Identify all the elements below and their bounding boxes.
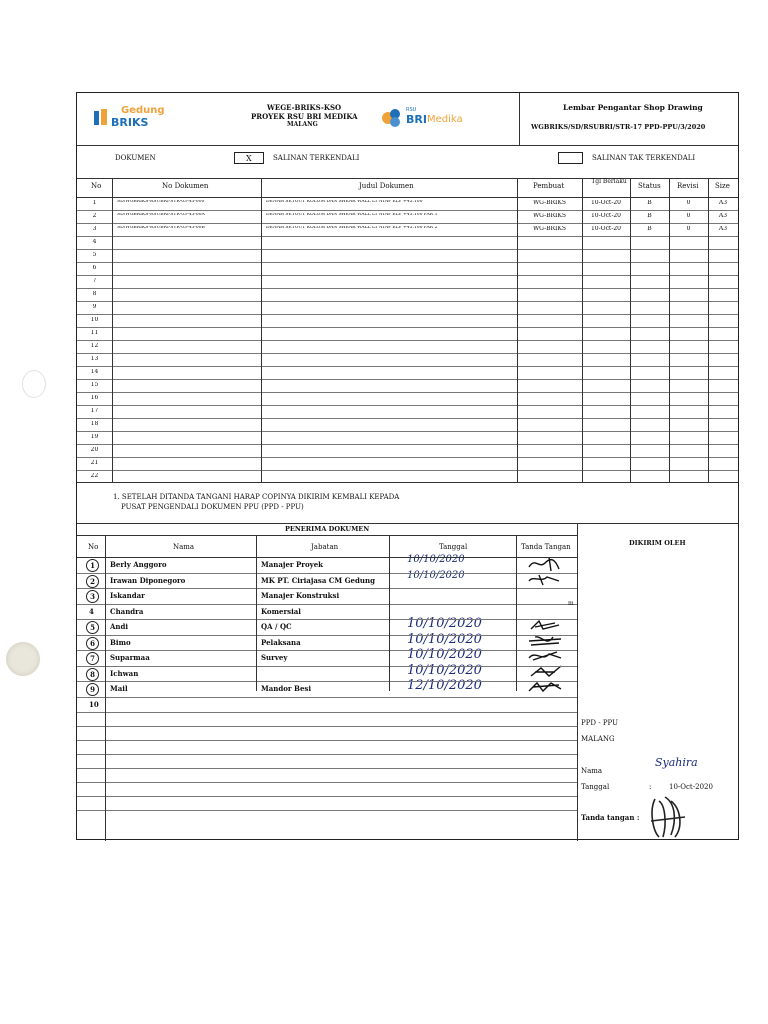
doc-cell-no: 16 xyxy=(90,395,99,401)
doc-cell-status: B xyxy=(647,213,652,219)
doc-cell-no: 6 xyxy=(92,265,97,271)
doc-cell-size: A3 xyxy=(718,200,728,206)
recipient-position: Mandor Besi xyxy=(261,684,312,693)
recipient-position: Survey xyxy=(261,653,288,662)
recipient-no: 9 xyxy=(86,683,99,696)
sender-tanggal-label: Tanggal xyxy=(581,783,610,791)
recipient-row xyxy=(77,662,577,682)
punch-hole-bottom xyxy=(6,642,40,676)
recipient-position: Manajer Konstruksi xyxy=(261,591,340,600)
recipient-no: 7 xyxy=(86,652,99,665)
company-name: WEGE-BRIKS-KSO xyxy=(267,103,342,112)
logo-rsu-text: RSU xyxy=(406,107,417,113)
sender-tanggal-colon: : xyxy=(649,783,652,791)
doc-cell-size: A3 xyxy=(718,213,728,219)
col-date: Tgl Berlaku xyxy=(591,178,627,185)
note-line-1: 1. SETELAH DITANDA TANGANI HARAP COPINYA DIKIRIM KEMBALI KEPADA xyxy=(113,493,400,501)
recipient-no: 6 xyxy=(86,637,99,650)
recipient-row xyxy=(77,588,577,604)
recipient-no: 3 xyxy=(86,590,99,603)
recipient-position: MK PT. Ciriajasa CM Gedung xyxy=(261,575,375,585)
doc-cell-no: 21 xyxy=(90,460,99,466)
recipient-date: 10/10/2020 xyxy=(407,569,465,581)
recipient-row xyxy=(77,569,577,589)
recipient-row xyxy=(77,604,577,620)
sender-signature xyxy=(645,791,693,841)
recipient-row xyxy=(77,647,577,666)
doc-table-row xyxy=(77,379,738,392)
note-line-2: PUSAT PENGENDALI DOKUMEN PPU (PPD - PPU) xyxy=(121,503,304,511)
doc-cell-no: 15 xyxy=(90,382,99,388)
doc-cell-no: 2 xyxy=(92,213,97,219)
recipient-date: 10/10/2020 xyxy=(407,662,482,678)
doc-cell-status: B xyxy=(647,200,652,206)
sender-org-1: PPD - PPU xyxy=(581,719,619,727)
rcol-tanggal: Tanggal xyxy=(439,543,468,551)
doc-cell-no: 17 xyxy=(90,408,99,414)
doc-table-row xyxy=(77,366,738,379)
bri-medika-emblem-icon xyxy=(381,107,403,129)
recipient-name: Mail xyxy=(110,684,128,693)
doc-cell-doc-no: SD/WGBRIKS-RSUBRI-STR-03-45-000 xyxy=(117,200,205,204)
doc-table-row xyxy=(77,340,738,353)
logo-bri-text: BRI xyxy=(406,113,427,126)
recipient-row xyxy=(77,697,577,713)
recipient-no: 4 xyxy=(89,606,94,616)
recipients-header xyxy=(77,535,577,557)
recipient-name: Irawan Diponegoro xyxy=(110,575,186,585)
bri-medika-logo xyxy=(381,107,491,131)
doc-type-label: DOKUMEN xyxy=(115,154,156,162)
recipient-row xyxy=(77,616,577,635)
doc-table-row xyxy=(77,314,738,327)
col-title: Judul Dokumen xyxy=(359,182,414,190)
recipient-name: Ichwan xyxy=(110,668,139,678)
recipient-name: Berly Anggoro xyxy=(110,560,167,569)
recipient-no: 8 xyxy=(86,668,99,681)
rcol-jabatan: Jabatan xyxy=(311,543,339,551)
recipient-date: 10/10/2020 xyxy=(407,647,482,662)
doc-table-row xyxy=(77,327,738,340)
rcol-nama: Nama xyxy=(173,543,195,551)
col-revisi: Revisi xyxy=(677,182,699,190)
rcol-ttd: Tanda Tangan xyxy=(521,543,571,551)
controlled-copy-checkbox[interactable] xyxy=(234,152,264,164)
doc-cell-doc-no: SD/WGBRIKS-RSUBRI-STR-03-45-00A xyxy=(117,213,205,217)
punch-hole-top xyxy=(22,370,46,398)
doc-cell-no: 4 xyxy=(92,239,97,245)
doc-cell-no: 18 xyxy=(90,421,99,427)
col-size: Size xyxy=(715,182,730,190)
project-city: MALANG xyxy=(287,121,318,128)
doc-cell-title: DENAH SETOUT KOLOM DAN SHEAR WALL LT ATAP ELV +45.100 PAR 1 xyxy=(266,213,438,217)
recipient-row xyxy=(77,678,577,697)
form-number: WGBRIKS/SD/RSUBRI/STR-17 PPD-PPU/3/2020 xyxy=(531,123,706,131)
rcol-no: No xyxy=(88,543,99,551)
recipient-name: Suparmaa xyxy=(110,653,150,662)
recipient-position: Pelaksana xyxy=(261,637,301,647)
doc-cell-no: 1 xyxy=(92,200,97,206)
sender-nama-label: Nama xyxy=(581,767,603,775)
doc-cell-date: 10-Oct-20 xyxy=(590,226,621,232)
doc-cell-no: 12 xyxy=(90,343,99,349)
doc-table-row xyxy=(77,288,738,301)
shop-drawing-form xyxy=(76,92,739,840)
col-status: Status xyxy=(638,182,661,190)
recipient-row xyxy=(77,554,577,573)
doc-cell-status: B xyxy=(647,226,652,232)
project-name: PROYEK RSU BRI MEDIKA xyxy=(251,112,358,121)
uncontrolled-copy-checkbox[interactable] xyxy=(558,152,583,164)
sender-title: DIKIRIM OLEH xyxy=(629,539,686,547)
doc-cell-no: 22 xyxy=(90,473,99,479)
doc-cell-no: 13 xyxy=(90,356,99,362)
col-maker: Pembuat xyxy=(533,182,565,190)
doc-table-row xyxy=(77,275,738,288)
doc-table-row xyxy=(77,262,738,275)
recipient-name: Bimo xyxy=(110,637,131,647)
doc-cell-date: 10-Oct-20 xyxy=(590,200,621,206)
doc-cell-title: DENAH SETOUT KOLOM DAN SHEAR WALL LT ATAP ELV +45.100 xyxy=(266,200,423,204)
doc-cell-no: 11 xyxy=(90,330,99,336)
recipient-name: Andi xyxy=(110,622,129,631)
doc-cell-doc-no: SD/WGBRIKS-RSUBRI-STR-03-45-00B xyxy=(117,226,205,230)
recipient-position: QA / QC xyxy=(261,622,292,631)
controlled-copy-label: SALINAN TERKENDALI xyxy=(273,154,360,162)
doc-table-row xyxy=(77,353,738,366)
doc-cell-no: 19 xyxy=(90,434,99,440)
doc-table-row xyxy=(77,444,738,457)
recipient-row xyxy=(77,631,577,651)
doc-cell-size: A3 xyxy=(718,226,728,232)
doc-cell-title: DENAH SETOUT KOLOM DAN SHEAR WALL LT ATAP ELV +45.100 PAR 2 xyxy=(266,226,438,230)
doc-cell-maker: WG-BRIKS xyxy=(533,226,566,232)
controlled-copy-mark: X xyxy=(246,154,252,163)
doc-table-row xyxy=(77,405,738,418)
briks-logo xyxy=(93,105,183,131)
doc-table-row xyxy=(77,392,738,405)
doc-table-row xyxy=(77,236,738,249)
recipient-name: Chandra xyxy=(110,606,144,616)
doc-table-header xyxy=(77,178,738,197)
recipient-date: 10/10/2020 xyxy=(407,554,465,565)
doc-cell-date: 10-Oct-20 xyxy=(590,213,621,219)
recipient-date: 10/10/2020 xyxy=(407,616,482,631)
doc-table-row xyxy=(77,249,738,262)
recipient-date: 12/10/2020 xyxy=(407,678,482,693)
doc-table-row xyxy=(77,301,738,314)
recipients-title: PENERIMA DOKUMEN xyxy=(285,525,370,533)
sender-tanggal-value: 10-Oct-2020 xyxy=(669,783,713,791)
recipient-position: Manajer Proyek xyxy=(261,560,324,569)
logo-medika-text: Medika xyxy=(427,114,463,125)
recipient-position: Komersial xyxy=(261,606,301,616)
doc-table-row xyxy=(77,418,738,431)
uncontrolled-copy-label: SALINAN TAK TERKENDALI xyxy=(592,154,696,162)
stray-mark: m xyxy=(568,600,574,607)
recipient-no: 10 xyxy=(89,699,99,709)
doc-cell-no: 20 xyxy=(90,447,99,453)
doc-table-row xyxy=(77,457,738,470)
doc-cell-no: 10 xyxy=(90,317,99,323)
recipient-no: 1 xyxy=(86,559,99,572)
doc-cell-no: 9 xyxy=(92,304,97,310)
doc-table-row xyxy=(77,210,738,223)
doc-cell-no: 5 xyxy=(92,252,97,258)
doc-cell-maker: WG-BRIKS xyxy=(533,213,566,219)
doc-cell-no: 7 xyxy=(92,278,97,284)
col-doc-no: No Dokumen xyxy=(162,182,209,190)
logo-sub-text: Gedung xyxy=(121,105,165,116)
recipient-name: Iskandar xyxy=(110,591,145,600)
doc-cell-revisi: 0 xyxy=(686,213,691,219)
doc-cell-no: 3 xyxy=(92,226,97,232)
doc-table-row xyxy=(77,431,738,444)
col-no: No xyxy=(91,182,102,190)
building-logo-icon xyxy=(93,109,109,127)
doc-cell-maker: WG-BRIKS xyxy=(533,200,566,206)
recipient-no: 2 xyxy=(86,575,99,588)
doc-cell-no: 14 xyxy=(90,369,99,375)
doc-table-row xyxy=(77,223,738,236)
recipient-no: 5 xyxy=(86,621,99,634)
doc-table-row xyxy=(77,197,738,210)
doc-cell-revisi: 0 xyxy=(686,200,691,206)
sender-nama-value: Syahira xyxy=(655,756,698,769)
form-title: Lembar Pengantar Shop Drawing xyxy=(563,103,703,112)
doc-cell-no: 8 xyxy=(92,291,97,297)
logo-main-text: BRIKS xyxy=(111,116,149,129)
recipient-date: 10/10/2020 xyxy=(407,631,482,647)
sender-org-2: MALANG xyxy=(581,735,615,743)
sender-ttd-label: Tanda tangan : xyxy=(581,813,640,822)
doc-cell-revisi: 0 xyxy=(686,226,691,232)
